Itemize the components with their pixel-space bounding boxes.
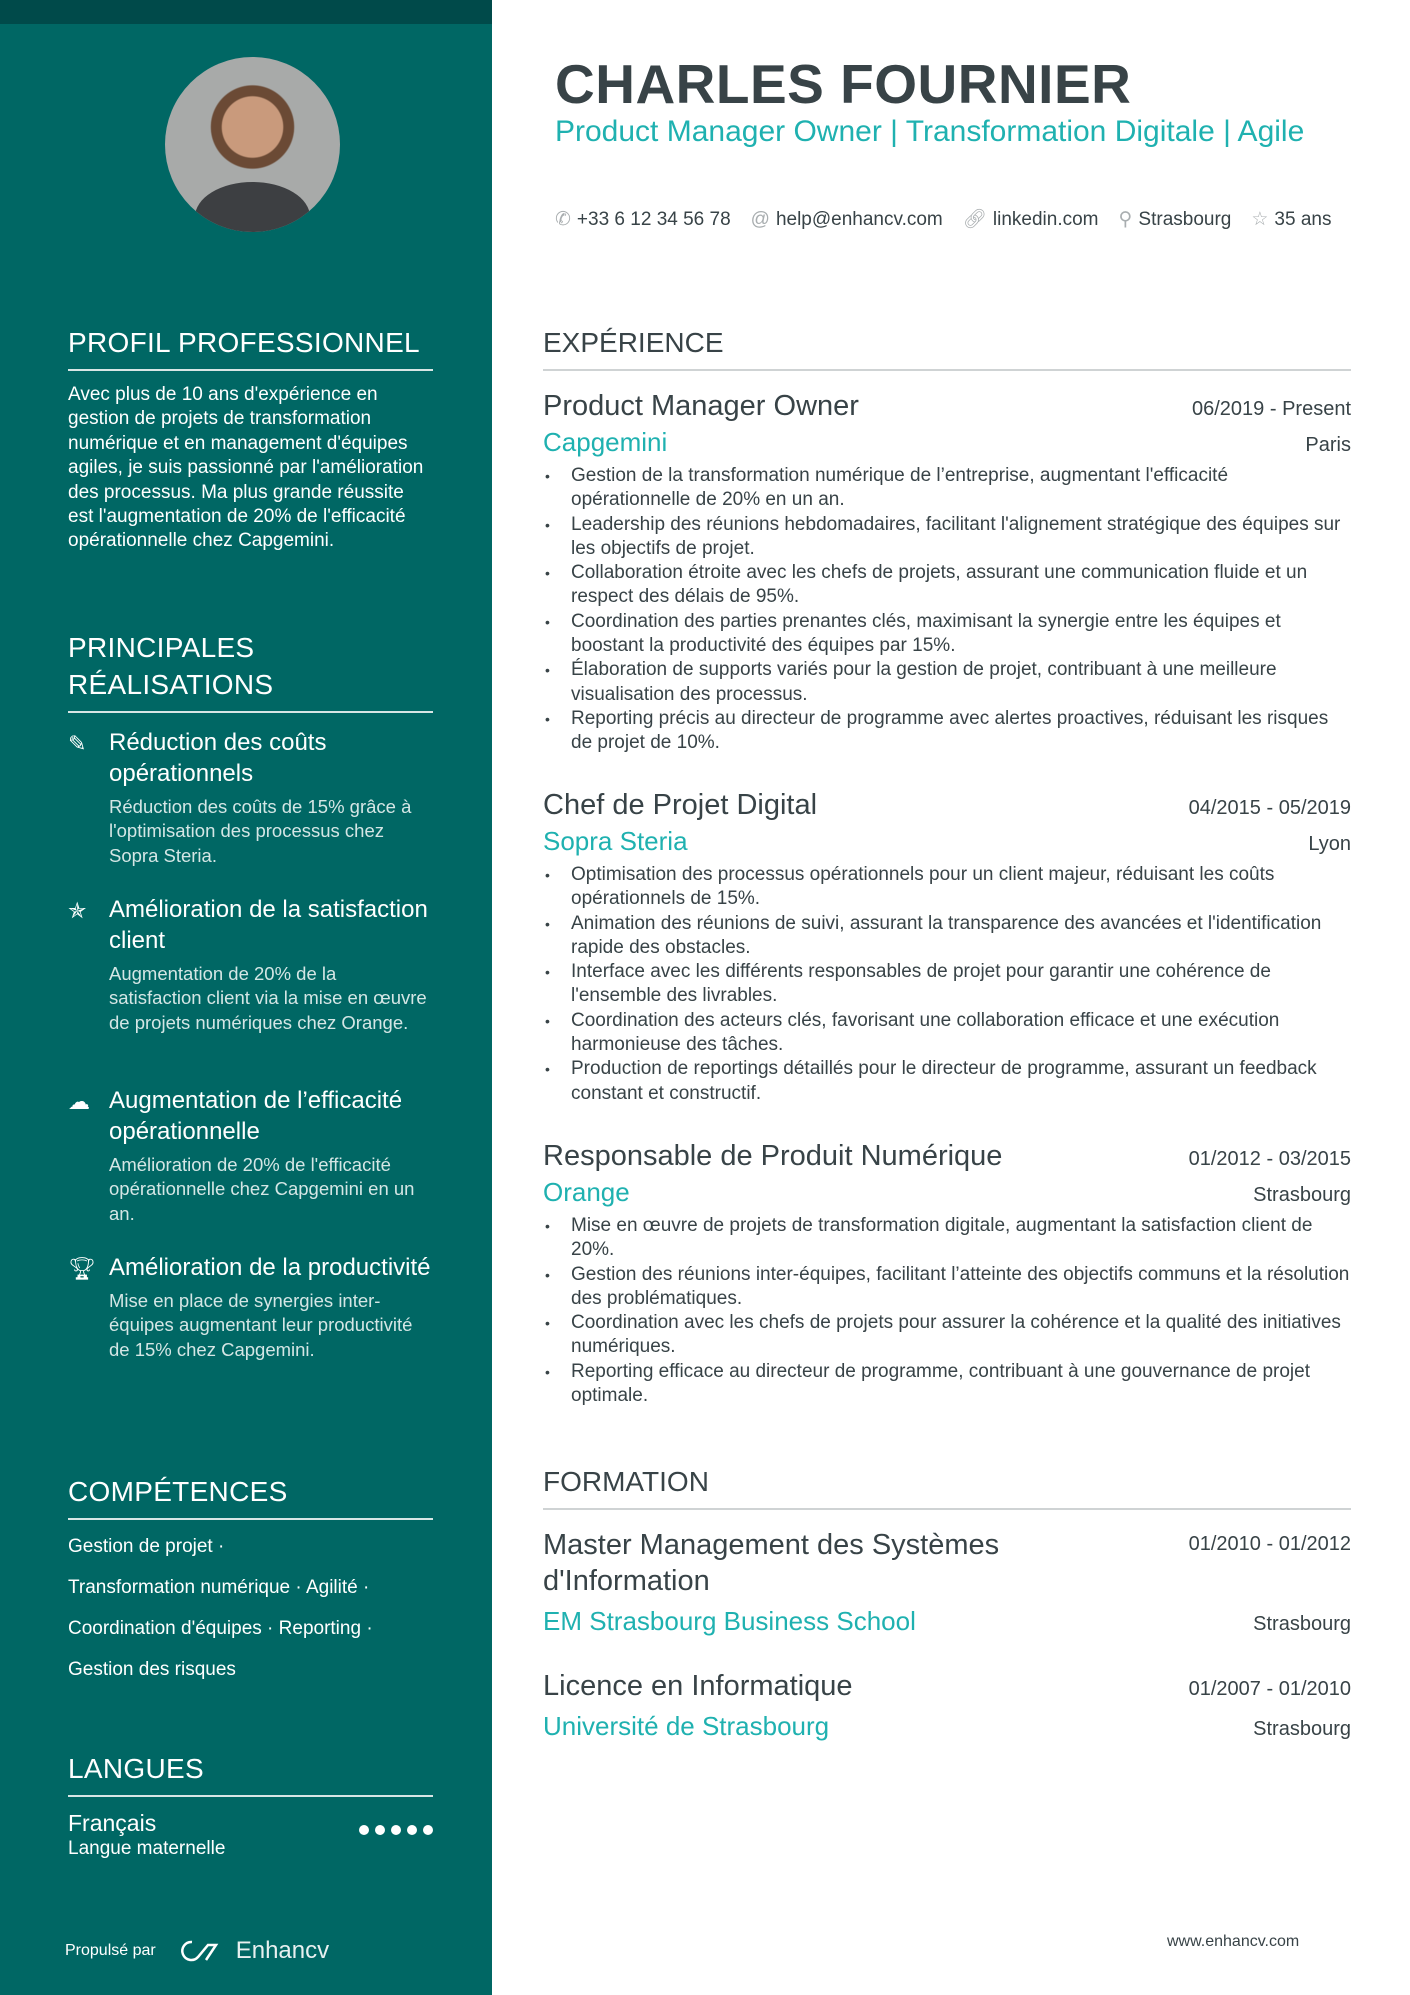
- bullet: • Collaboration étroite avec les chefs de projets, assurant une communication fluide et un respect des délais de 95%.: [543, 561, 1351, 610]
- full-name: CHARLES FOURNIER: [555, 53, 1132, 115]
- bullet: • Coordination des acteurs clés, favorisant une collaboration efficace et une exécution harmonieuse des tâches.: [543, 1009, 1351, 1058]
- language-level: Langue maternelle: [68, 1838, 226, 1859]
- job-location: Paris: [1305, 434, 1351, 456]
- bullet: • Élaboration de supports variés pour la gestion de projet, contribuant à une meilleure visualisation des processus.: [543, 658, 1351, 707]
- education-section: [543, 1464, 1351, 1510]
- job-title: Responsable de Produit Numérique: [543, 1140, 1003, 1172]
- skill-line: Gestion de projet ·: [68, 1536, 225, 1557]
- company: Capgemini: [543, 427, 668, 457]
- job-bullets: [543, 464, 1351, 756]
- job-location: Lyon: [1308, 833, 1351, 855]
- achievement-title: Amélioration de la productivité: [109, 1254, 431, 1281]
- job-bullets: [543, 863, 1351, 1106]
- bullet: • Coordination avec les chefs de projets pour assurer la cohérence et la qualité des initiatives numériques.: [543, 1311, 1351, 1360]
- contact-linkedin[interactable]: [963, 205, 1099, 235]
- bullet: • Production de reportings détaillés pour le directeur de programme, assurant un feedback constant et constructif.: [543, 1057, 1351, 1106]
- bullet: • Mise en œuvre de projets de transformation digitale, augmentant la satisfaction client de 20%.: [543, 1214, 1351, 1263]
- achievement-desc: Amélioration de 20% de l'efficacité opérationnelle chez Capgemini en un an.: [109, 1154, 415, 1224]
- divider: [68, 711, 433, 713]
- contact-phone[interactable]: [555, 205, 731, 235]
- achievement-title: Augmentation de l’efficacité opérationnelle: [109, 1087, 403, 1145]
- edu-location: Strasbourg: [1253, 1718, 1351, 1740]
- achievement-item: [68, 894, 433, 1035]
- trophy-icon: 🏆︎: [68, 1256, 96, 1281]
- contact-info: [555, 205, 1345, 235]
- job-dates: 06/2019 - Present: [1192, 398, 1351, 420]
- achievement-desc: Réduction des coûts de 15% grâce à l'optimisation des processus chez Sopra Steria.: [109, 796, 412, 866]
- divider: [68, 369, 433, 371]
- star-icon: ☆: [1251, 209, 1269, 230]
- achievement-desc: Augmentation de 20% de la satisfaction client via la mise en œuvre de projets numériques chez Orange.: [109, 963, 427, 1033]
- degree: Licence en Informatique: [543, 1670, 853, 1702]
- divider: [68, 1518, 433, 1520]
- language-item: [68, 1809, 433, 1861]
- phone-icon: ✆: [555, 209, 571, 230]
- contact-location: [1119, 205, 1232, 235]
- website-link[interactable]: www.enhancv.com: [1167, 1933, 1300, 1950]
- linkedin-text: linkedin.com: [992, 209, 1099, 230]
- top-bar: [0, 0, 492, 24]
- powered-by: [65, 1937, 329, 1965]
- phone-text: +33 6 12 34 56 78: [576, 209, 731, 230]
- location-text: Strasbourg: [1138, 209, 1232, 230]
- degree: Master Management des Systèmes d'Information: [543, 1529, 1000, 1597]
- school: EM Strasbourg Business School: [543, 1606, 916, 1636]
- bullet: • Leadership des réunions hebdomadaires, facilitant l'alignement stratégique des équipes sur les objectifs de projet.: [543, 513, 1351, 562]
- skill-line: Coordination d'équipes · Reporting ·: [68, 1618, 373, 1639]
- job-title: Product Manager Owner: [543, 390, 859, 422]
- achievement-item: [68, 727, 433, 868]
- magic-wand-icon: ✎: [68, 731, 87, 756]
- bullet: • Coordination des parties prenantes clés, maximisant la synergie entre les équipes et boostant la productivité des équipes par 15%.: [543, 610, 1351, 659]
- achievement-desc: Mise en place de synergies inter-équipes augmentant leur productivité de 15% chez Capgemini.: [109, 1290, 413, 1360]
- skills-heading: COMPÉTENCES: [68, 1476, 288, 1507]
- star-half-icon: ✯: [68, 898, 87, 923]
- enhancv-logo: [178, 1937, 329, 1965]
- experience-section: [543, 325, 1351, 371]
- profile-section: [68, 325, 433, 554]
- powered-label: Propulsé par: [65, 1942, 156, 1959]
- contact-age: [1251, 205, 1331, 235]
- achievement-title: Amélioration de la satisfaction client: [109, 896, 428, 954]
- divider: [543, 369, 1351, 371]
- age-text: 35 ans: [1274, 209, 1332, 230]
- languages-heading: LANGUES: [68, 1753, 204, 1784]
- bullet: • Animation des réunions de suivi, assurant la transparence des avancées et l'identification rapide des obstacles.: [543, 912, 1351, 961]
- profile-heading: PROFIL PROFESSIONNEL: [68, 327, 420, 358]
- infinity-icon: [178, 1939, 224, 1963]
- job-bullets: [543, 1214, 1351, 1408]
- bullet: • Optimisation des processus opérationnels pour un client majeur, réduisant les coûts opérationnels de 15%.: [543, 863, 1351, 912]
- link-icon: 🔗︎: [962, 209, 987, 230]
- bullet: • Gestion des réunions inter-équipes, facilitant l’atteinte des objectifs communs et la résolution des problématiques.: [543, 1263, 1351, 1312]
- at-icon: @: [750, 209, 770, 230]
- sidebar: [0, 0, 492, 1995]
- school: Université de Strasbourg: [543, 1711, 830, 1741]
- job-location: Strasbourg: [1253, 1184, 1351, 1206]
- language-rating: [359, 1825, 433, 1835]
- job-title: Chef de Projet Digital: [543, 789, 818, 821]
- location-icon: ⚲: [1118, 209, 1133, 230]
- job-entry: [543, 787, 1351, 1106]
- achievement-item: [68, 1252, 433, 1362]
- brand-name: Enhancv: [235, 1937, 330, 1964]
- company: Orange: [543, 1177, 630, 1207]
- language-name: Français: [68, 1810, 157, 1836]
- job-dates: 01/2012 - 03/2015: [1188, 1148, 1351, 1170]
- experience-heading: EXPÉRIENCE: [543, 327, 724, 358]
- education-entry: [543, 1527, 1351, 1639]
- headline: Product Manager Owner | Transformation Digitale | Agile: [555, 115, 1305, 148]
- email-text: help@enhancv.com: [775, 209, 943, 230]
- achievements-section: [68, 629, 433, 713]
- job-dates: 04/2015 - 05/2019: [1188, 797, 1351, 819]
- edu-location: Strasbourg: [1253, 1613, 1351, 1635]
- avatar: [165, 57, 340, 232]
- bullet: • Reporting efficace au directeur de programme, contribuant à une gouvernance de projet optimale.: [543, 1360, 1351, 1409]
- bullet: • Reporting précis au directeur de programme avec alertes proactives, réduisant les risques de projet de 10%.: [543, 707, 1351, 756]
- education-heading: FORMATION: [543, 1466, 709, 1497]
- skill-line: Gestion des risques: [68, 1659, 236, 1680]
- divider: [68, 1795, 433, 1797]
- skills-section: [68, 1474, 433, 1690]
- languages-section: [68, 1751, 433, 1861]
- skill-line: Transformation numérique · Agilité ·: [68, 1577, 370, 1598]
- achievements-heading: PRINCIPALES RÉALISATIONS: [68, 632, 274, 700]
- achievement-item: [68, 1085, 433, 1226]
- profile-text: Avec plus de 10 ans d'expérience en gestion de projets de transformation numérique et en management d'équipes agiles, je suis passionné par l'amélioration des processus. Ma plus grande réussite est l'augmentation de 20% de l'efficacité opérationnelle chez Capgemini.: [68, 384, 424, 552]
- contact-email[interactable]: [751, 205, 943, 235]
- brain-icon: ☁: [68, 1089, 90, 1114]
- divider: [543, 1508, 1351, 1510]
- achievement-title: Réduction des coûts opérationnels: [109, 729, 327, 787]
- job-entry: [543, 1138, 1351, 1408]
- education-entry: [543, 1668, 1351, 1744]
- bullet: • Interface avec les différents responsables de projet pour garantir une cohérence de l'ensemble des livrables.: [543, 960, 1351, 1009]
- company: Sopra Steria: [543, 826, 688, 856]
- bullet: • Gestion de la transformation numérique de l’entreprise, augmentant l'efficacité opérationnelle de 20% en un an.: [543, 464, 1351, 513]
- edu-dates: 01/2010 - 01/2012: [1188, 1533, 1351, 1555]
- edu-dates: 01/2007 - 01/2010: [1188, 1678, 1351, 1700]
- job-entry: [543, 388, 1351, 756]
